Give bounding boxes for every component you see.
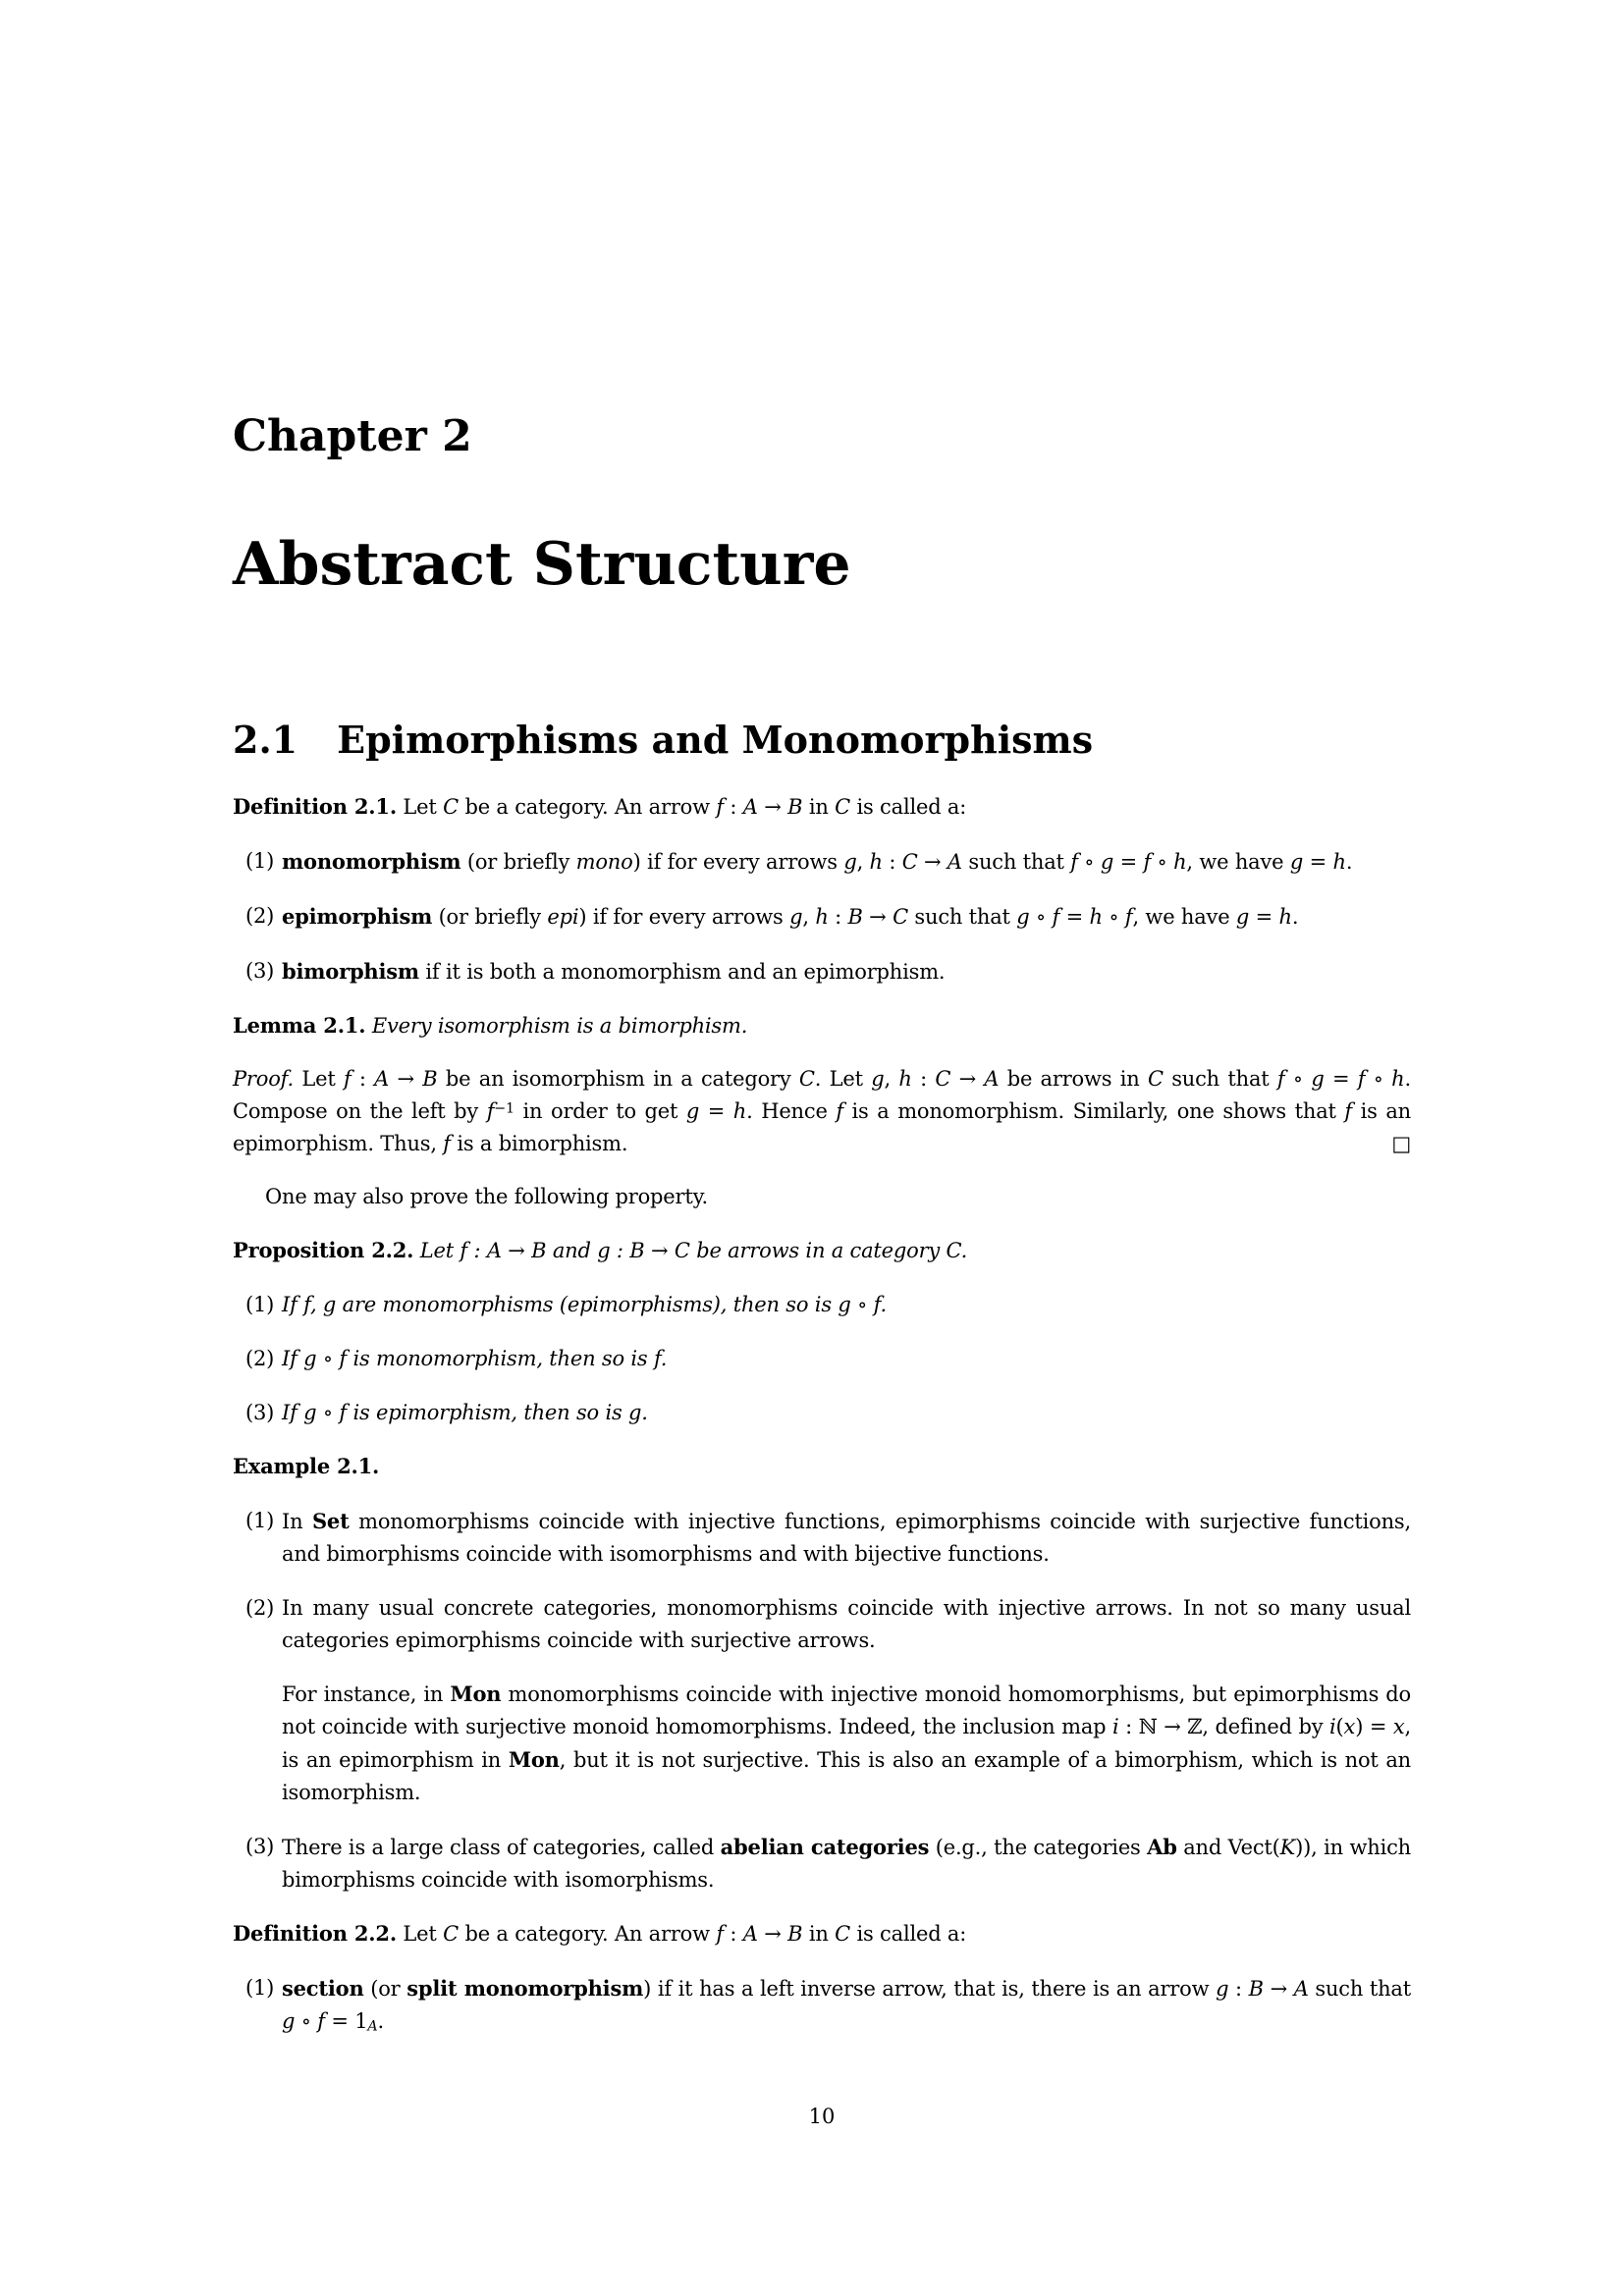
example-2-1-item-2: [233, 1592, 1411, 1809]
item-text: bimorphism if it is both a monomorphism and an epimorphism.: [282, 959, 946, 984]
example-2-1-item-3: [233, 1831, 1411, 1896]
item-text: monomorphism (or briefly mono) if for every arrows g, h : C → A such that f ∘ g = f ∘ h, we have g = h.: [282, 849, 1353, 874]
item-label: (3): [245, 959, 275, 983]
lemma-2-1: Lemma 2.1. Every isomorphism is a bimorphism.: [233, 1013, 748, 1038]
item-label: (1): [245, 1293, 275, 1316]
item-label: (2): [245, 904, 275, 928]
remark-paragraph: One may also prove the following property.: [265, 1185, 708, 1208]
item-text: There is a large class of categories, called abelian categories (e.g., the categories Ab and Vect(K)), in which bimorphisms coincide with isomorphisms.: [282, 1835, 1411, 1892]
example-2-1-item-1: [233, 1505, 1411, 1571]
item-text: In Set monomorphisms coincide with injective functions, epimorphisms coincide with surjective functions, and bimorphisms coincide with isomorphisms and with bijective functions.: [282, 1509, 1411, 1566]
item-label: (3): [245, 1835, 275, 1858]
section-heading: [233, 720, 1411, 761]
proposition-2-2-item-2: [233, 1343, 1411, 1375]
item-text: section (or split monomorphism) if it has a left inverse arrow, that is, there is an arrow g : B → A such that g ∘ $f = 1_A$.: [282, 1976, 1411, 2035]
definition-2-2-intro: Definition 2.2. Let C be a category. An arrow f : A → B in C is called a:: [233, 1921, 967, 1946]
proposition-2-2-intro: Proposition 2.2. Let f : A → B and g : B → C be arrows in a category C.: [233, 1238, 968, 1262]
item-label: (1): [245, 1509, 275, 1532]
qed-tombstone: □: [1391, 1132, 1411, 1155]
item-continuation-paragraph: For instance, in Mon monomorphisms coincide with injective monoid homomorphisms, but epimorphisms do not coincide with surjective monoid homomorphisms. Indeed, the inclusion map i : ℕ → ℤ, defined by i(x) = x, is an epimorphism in Mon, but it is not surjective. This is also an example of a bimorphism, which is not an isomorphism.: [282, 1682, 1412, 1804]
item-text: epimorphism (or briefly epi) if for every arrows g, h : B → C such that g ∘ f = h ∘ f, we have g = h.: [282, 904, 1299, 929]
section-title: Epimorphisms and Monomorphisms: [337, 718, 1094, 762]
item-label: (2): [245, 1596, 275, 1620]
definition-2-1-item-2: [233, 900, 1411, 934]
definition-2-1-intro: Definition 2.1. Let C be a category. An arrow f : A → B in C is called a:: [233, 794, 967, 819]
item-label: (1): [245, 1976, 275, 2000]
definition-2-1-item-1: [233, 845, 1411, 879]
definition-2-2-item-1: [233, 1972, 1411, 2038]
proposition-2-2-item-1: [233, 1289, 1411, 1321]
page-content: [233, 0, 1411, 2038]
proposition-2-2-item-3: [233, 1397, 1411, 1429]
item-text: If f, g are monomorphisms (epimorphisms), then so is g ∘ f.: [282, 1293, 887, 1316]
item-label: (1): [245, 849, 275, 873]
section-number: 2.1: [233, 718, 298, 762]
chapter-number-heading: Chapter 2: [233, 411, 472, 461]
item-label: (2): [245, 1347, 275, 1370]
example-2-1-heading: Example 2.1.: [233, 1454, 380, 1478]
proof-paragraph: [233, 1063, 1411, 1160]
chapter-title-heading: Abstract Structure: [233, 530, 851, 599]
proof-text: Proof. Let f : A → B be an isomorphism in a category C. Let g, h : C → A be arrows in C such that f ∘ g = f ∘ h. Compose on the left by $f^{-1}$ in order to get g = h. Hence f is a monomorphism. Similarly, one shows that f is an epimorphism. Thus, f is a bimorphism.: [233, 1067, 1411, 1155]
item-label: (3): [245, 1401, 275, 1424]
item-text: If g ∘ f is monomorphism, then so is f.: [282, 1347, 668, 1370]
definition-2-1-item-3: [233, 955, 1411, 988]
page-number: 10: [808, 2105, 836, 2128]
item-text: In many usual concrete categories, monomorphisms coincide with injective arrows. In not so many usual categories epimorphisms coincide with surjective arrows.: [282, 1596, 1411, 1652]
item-text: If g ∘ f is epimorphism, then so is g.: [282, 1401, 648, 1424]
